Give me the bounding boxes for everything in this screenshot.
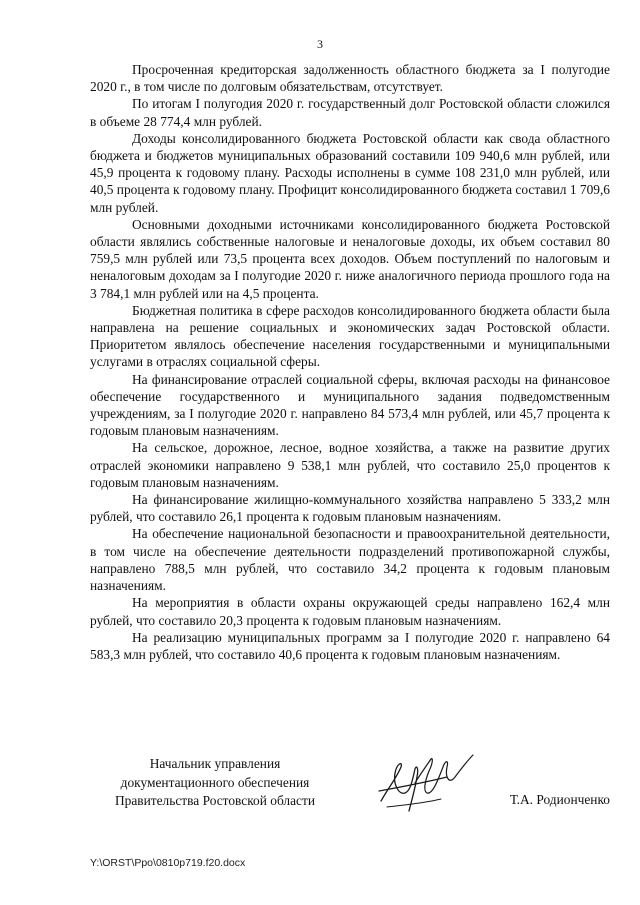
document-body xyxy=(90,61,610,663)
paragraph-national-security: На обеспечение национальной безопасности и правоохранительной деятельности, в том числе на обеспечение деятельности подразделений противопожарной службы, направлено 788,5 млн рублей, что составило 34,2 процента к годовым плановым назначениям. xyxy=(90,526,610,594)
paragraph-budget-policy: Бюджетная политика в сфере расходов консолидированного бюджета области была направлена на решение социальных и экономических задач Ростовской области. Приоритетом являлось обеспечение населения государственными и муниципальными услугами в отраслях социальной сферы. xyxy=(90,302,610,370)
paragraph-municipal-programs: На реализацию муниципальных программ за I полугодие 2020 г. направлено 64 583,3 млн рублей, что составило 40,6 процента к годовым плановым назначениям. xyxy=(90,629,610,662)
paragraph-housing-utilities: На финансирование жилищно-коммунального хозяйства направлено 5 333,2 млн рублей, что составило 26,1 процента к годовым плановым назначениям. xyxy=(90,492,610,525)
handwritten-signature xyxy=(375,747,485,819)
paragraph-main-revenue-sources: Основными доходными источниками консолидированного бюджета Ростовской области являлись собственные налоговые и неналоговые доходы, их объем составил 80 759,5 млн рублей или 73,5 процента всех доходов. Объем поступлений по налоговым и неналоговым доходам за I полугодие 2020 г. ниже аналогичного периода прошлого года на 3 784,1 млн рублей или на 4,5 процента. xyxy=(90,216,610,301)
paragraph-economy-sectors: На сельское, дорожное, лесное, водное хозяйства, а также на развитие других отраслей экономики направлено 9 538,1 млн рублей, что составило 25,0 процентов к годовым плановым назначениям. xyxy=(90,440,610,490)
signatory-title xyxy=(90,755,340,811)
file-path: Y:\ORST\Ppo\0810p719.f20.docx xyxy=(90,857,246,869)
paragraph-state-debt: По итогам I полугодия 2020 г. государственный долг Ростовской области сложился в объеме 28 774,4 млн рублей. xyxy=(90,96,610,129)
paragraph-environment: На мероприятия в области охраны окружающей среды направлено 162,4 млн рублей, что составило 20,3 процента к годовым плановым назначениям. xyxy=(90,595,610,628)
paragraph-overdue-debt: Просроченная кредиторская задолженность областного бюджета за I полугодие 2020 г., в том числе по долговым обязательствам, отсутствует. xyxy=(90,62,610,95)
signature-block xyxy=(90,755,620,815)
paragraph-consolidated-revenue: Доходы консолидированного бюджета Ростовской области как свода областного бюджета и бюджетов муниципальных образований составили 109 940,6 млн рублей, или 45,9 процента к годовому плану. Расходы исполнены в сумме 108 231,0 млн рублей, или 40,5 процента к годовому плану. Профицит консолидированного бюджета составил 1 709,6 млн рублей. xyxy=(90,130,610,215)
signatory-title-line: документационного обеспечения xyxy=(120,774,310,790)
page-number: 3 xyxy=(317,37,323,51)
signatory-title-line: Начальник управления xyxy=(149,756,281,771)
paragraph-social-sphere: На финансирование отраслей социальной сферы, включая расходы на финансовое обеспечение государственного и муниципального задания подведомственным учреждениям, за I полугодие 2020 г. направлено 84 573,4 млн рублей, или 45,7 процента к годовым плановым назначениям. xyxy=(90,371,610,439)
signatory-title-line: Правительства Ростовской области xyxy=(114,793,316,808)
signatory-name: Т.А. Родионченко xyxy=(509,792,610,807)
